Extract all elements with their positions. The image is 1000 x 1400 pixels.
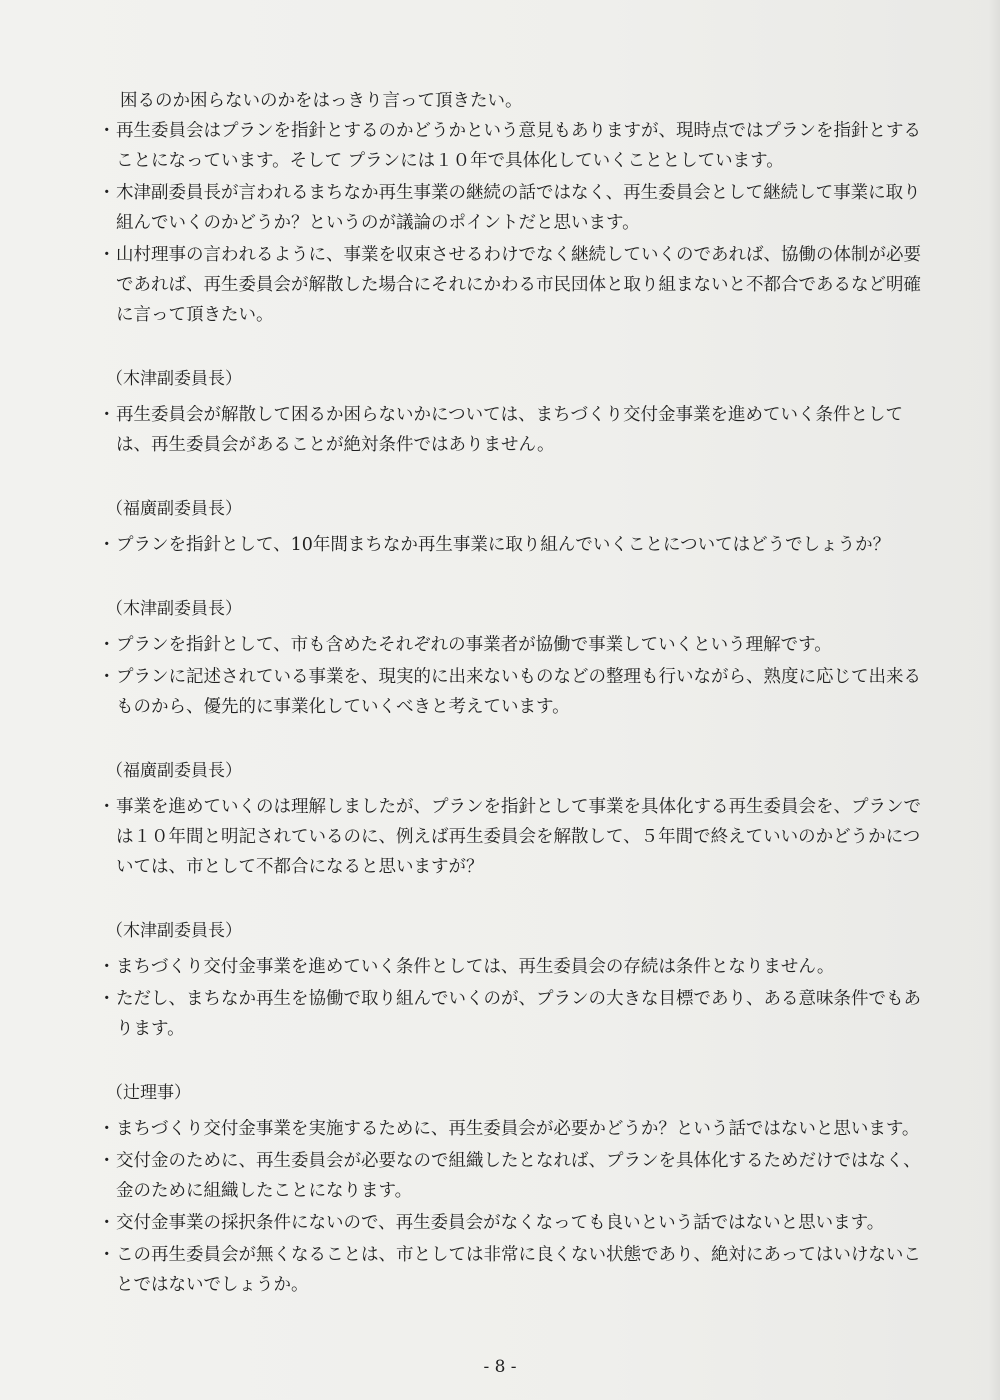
speaker-name: （辻理事） (106, 1083, 191, 1103)
bullet-text: 交付金事業の採択条件にないので、再生委員会がなくなっても良いという話ではないと思います。 (116, 1213, 885, 1233)
bullet-text: 事業を進めていくのは理解しましたが、プランを指針として事業を具体化する再生委員会を、プランでは１０年間と明記されているのに、例えば再生委員会を解散して、５年間で終えていいのかどうかについては、市として不都合になると思いますが？ (116, 797, 921, 877)
bullet-marker: ・ (98, 957, 116, 977)
bullet-item (96, 400, 926, 460)
bullet-text: まちづくり交付金事業を実施するために、再生委員会が必要かどうか？という話ではないと思います。 (116, 1119, 920, 1139)
bullet-item (96, 1208, 926, 1238)
bullet-text: 再生委員会はプランを指針とするのかどうかという意見もありますが、現時点ではプランを指針とすることになっています。そして プランには１０年で具体化していくこととしています。 (116, 121, 921, 171)
bullet-item (96, 952, 926, 982)
bullet-item (96, 530, 926, 560)
bullet-item (96, 984, 926, 1044)
bullet-item (96, 792, 926, 882)
bullet-marker: ・ (98, 667, 116, 687)
bullet-item (96, 178, 926, 238)
bullet-marker: ・ (98, 121, 116, 141)
speaker-section (96, 594, 926, 722)
bullet-item (96, 1146, 926, 1206)
bullet-text: 山村理事の言われるように、事業を収束させるわけでなく継続していくのであれば、協働の体制が必要であれば、再生委員会が解散した場合にそれにかわる市民団体と取り組まないと不都合であるなど明確に言って頂きたい。 (116, 245, 921, 325)
bullet-text: 木津副委員長が言われるまちなか再生事業の継続の話ではなく、再生委員会として継続して事業に取り組んでいくのかどうか？というのが議論のポイントだと思います。 (116, 183, 921, 233)
bullet-marker: ・ (98, 535, 116, 555)
bullet-marker: ・ (98, 797, 116, 817)
bullet-text: まちづくり交付金事業を進めていく条件としては、再生委員会の存続は条件となりません。 (116, 957, 835, 977)
bullet-marker: ・ (98, 635, 116, 655)
bullet-item (96, 662, 926, 722)
speaker-name: （福廣副委員長） (106, 499, 242, 519)
document-body (96, 86, 926, 1302)
bullet-text: この再生委員会が無くなることは、市としては非常に良くない状態であり、絶対にあってはいけないことではないでしょうか。 (116, 1245, 921, 1295)
page-number: - 8 - (483, 1357, 517, 1377)
speaker-name: （木津副委員長） (106, 921, 242, 941)
bullet-item (96, 116, 926, 176)
bullet-item (96, 240, 926, 330)
bullet-text: ただし、まちなか再生を協働で取り組んでいくのが、プランの大きな目標であり、ある意味条件でもあります。 (116, 989, 921, 1039)
bullet-text: 再生委員会が解散して困るか困らないかについては、まちづくり交付金事業を進めていく条件としては、再生委員会があることが絶対条件ではありません。 (116, 405, 903, 455)
bullet-marker: ・ (98, 1245, 116, 1265)
bullet-marker: ・ (98, 1119, 116, 1139)
speaker-section (96, 916, 926, 1044)
page-edge-shadow (988, 0, 1000, 1400)
bullet-marker: ・ (98, 405, 116, 425)
bullet-marker: ・ (98, 183, 116, 203)
intro-line: 困るのか困らないのかをはっきり言って頂きたい。 (120, 91, 523, 111)
speaker-section (96, 1078, 926, 1300)
intro-items (96, 116, 926, 330)
bullet-item (96, 1240, 926, 1300)
bullet-text: 交付金のために、再生委員会が必要なので組織したとなれば、プランを具体化するためだけではなく、金のために組織したことになります。 (116, 1151, 921, 1201)
bullet-item (96, 1114, 926, 1144)
speaker-name: （木津副委員長） (106, 599, 242, 619)
bullet-text: プランに記述されている事業を、現実的に出来ないものなどの整理も行いながら、熟度に応じて出来るものから、優先的に事業化していくべきと考えています。 (116, 667, 921, 717)
speaker-section (96, 756, 926, 882)
bullet-marker: ・ (98, 245, 116, 265)
bullet-marker: ・ (98, 989, 116, 1009)
sections (96, 364, 926, 1300)
speaker-name: （木津副委員長） (106, 369, 242, 389)
speaker-name: （福廣副委員長） (106, 761, 242, 781)
speaker-section (96, 364, 926, 460)
bullet-text: プランを指針として、10年間まちなか再生事業に取り組んでいくことについてはどうでしょうか？ (116, 535, 891, 555)
speaker-section (96, 494, 926, 560)
bullet-marker: ・ (98, 1213, 116, 1233)
bullet-text: プランを指針として、市も含めたそれぞれの事業者が協働で事業していくという理解です。 (116, 635, 832, 655)
bullet-marker: ・ (98, 1151, 116, 1171)
bullet-item (96, 630, 926, 660)
